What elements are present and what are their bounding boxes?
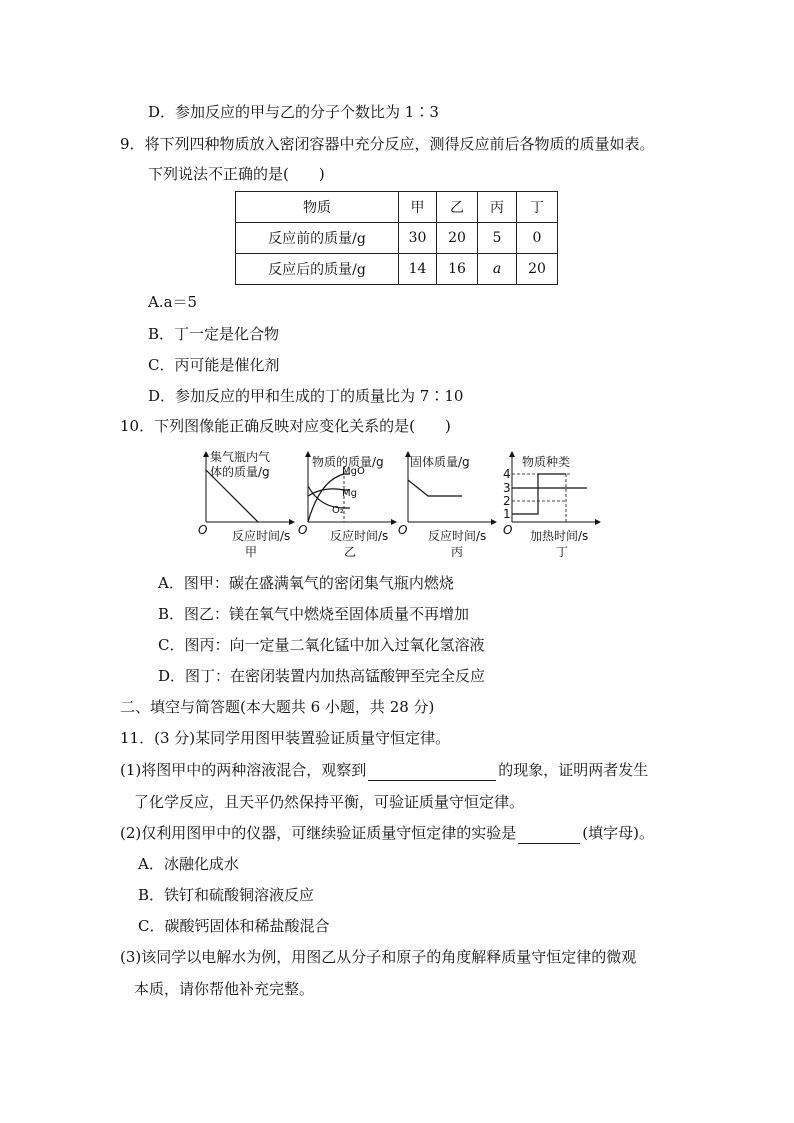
graph-bing-xlabel: 反应时间/s bbox=[428, 529, 487, 543]
q8-option-d: D．参加反应的甲与乙的分子个数比为 1∶3 bbox=[148, 103, 439, 121]
q10-option-d: D．图丁：在密闭装置内加热高锰酸钾至完全反应 bbox=[158, 667, 486, 685]
tick-1: 1 bbox=[503, 507, 511, 521]
q11-part1-text: (1)将图甲中的两种溶液混合，观察到 bbox=[120, 761, 367, 779]
table-cell: 5 bbox=[478, 223, 517, 254]
q10-option-a: A．图甲：碳在盛满氧气的密闭集气瓶内燃烧 bbox=[158, 574, 454, 592]
graph-jia-caption: 甲 bbox=[245, 545, 258, 559]
table-cell: 甲 bbox=[399, 192, 437, 223]
q10-option-c: C．图丙：向一定量二氧化锰中加入过氧化氢溶液 bbox=[158, 636, 485, 654]
q11-option-a: A．冰融化成水 bbox=[138, 855, 239, 873]
table-cell: 30 bbox=[399, 223, 437, 254]
table-cell: 20 bbox=[517, 254, 558, 285]
q11-part1 bbox=[120, 759, 648, 781]
q11-part1-cont: 了化学反应，且天平仍然保持平衡，可验证质量守恒定律。 bbox=[134, 793, 525, 811]
solid-mass-line bbox=[408, 480, 462, 496]
step-line bbox=[512, 474, 566, 514]
q11-stem: 11．(3 分)某同学用图甲装置验证质量守恒定律。 bbox=[120, 729, 451, 747]
q11-part1-text-2: 的现象，证明两者发生 bbox=[498, 761, 649, 779]
q11-option-c: C．碳酸钙固体和稀盐酸混合 bbox=[138, 917, 330, 935]
graph-jia-ylabel: 集气瓶内气 bbox=[210, 450, 271, 464]
table-cell: 反应前的质量/g bbox=[236, 223, 399, 254]
q9-option-c: C．丙可能是催化剂 bbox=[148, 356, 280, 374]
graph-jia-xlabel: 反应时间/s bbox=[232, 529, 291, 543]
table-cell: 物质 bbox=[236, 192, 399, 223]
q11-part2 bbox=[120, 822, 654, 844]
table-cell: 20 bbox=[437, 223, 478, 254]
q9-option-d: D．参加反应的甲和生成的丁的质量比为 7∶10 bbox=[148, 387, 464, 405]
graph-jia-ylabel-2: 体的质量/g bbox=[210, 465, 270, 479]
series-label-mg: Mg bbox=[342, 488, 357, 499]
answer-blank-1[interactable] bbox=[368, 764, 496, 781]
graph-ding-ylabel: 物质种类 bbox=[522, 455, 571, 469]
table-header-row bbox=[236, 192, 558, 223]
q11-part3-cont: 本质，请你帮他补充完整。 bbox=[134, 980, 315, 998]
tick-2: 2 bbox=[503, 494, 511, 508]
table-cell: 反应后的质量/g bbox=[236, 254, 399, 285]
q9-option-b: B．丁一定是化合物 bbox=[148, 325, 280, 343]
graph-jia-origin: O bbox=[198, 523, 208, 537]
graph-ding-origin: O bbox=[503, 523, 513, 537]
table-row bbox=[236, 223, 558, 254]
series-label-mgo: MgO bbox=[342, 466, 365, 477]
q9-table bbox=[235, 191, 558, 285]
q11-option-b: B．铁钉和硫酸铜溶液反应 bbox=[138, 886, 315, 904]
section-title: 二、填空与简答题(本大题共 6 小题，共 28 分) bbox=[120, 698, 435, 716]
graph-yi-origin: O bbox=[298, 523, 308, 537]
graph-yi-caption: 乙 bbox=[344, 545, 357, 559]
table-cell: a bbox=[478, 254, 517, 285]
graph-yi-xlabel: 反应时间/s bbox=[330, 529, 389, 543]
tick-3: 3 bbox=[503, 481, 511, 495]
answer-blank-2[interactable] bbox=[518, 827, 580, 844]
q10-stem: 10．下列图像能正确反映对应变化关系的是( ) bbox=[120, 417, 451, 435]
tick-4: 4 bbox=[503, 467, 511, 481]
table-cell: 丙 bbox=[478, 192, 517, 223]
graph-bing-caption: 丙 bbox=[451, 545, 464, 559]
graph-bing-origin: O bbox=[398, 523, 408, 537]
series-label-o2: O₂ bbox=[332, 505, 344, 516]
graph-ding-caption: 丁 bbox=[556, 545, 569, 559]
q11-part2-text: (2)仅利用图甲中的仪器，可继续验证质量守恒定律的实验是 bbox=[120, 824, 517, 842]
q9-stem: 9．将下列四种物质放入密闭容器中充分反应，测得反应前后各物质的质量如表。 bbox=[120, 135, 655, 153]
table-cell: 16 bbox=[437, 254, 478, 285]
q10-option-b: B．图乙：镁在氧气中燃烧至固体质量不再增加 bbox=[158, 605, 470, 623]
q9-option-a: A.a＝5 bbox=[148, 293, 198, 311]
table-cell: 丁 bbox=[517, 192, 558, 223]
q11-part2-text-2: (填字母)。 bbox=[582, 824, 654, 842]
table-row bbox=[236, 254, 558, 285]
table-cell: 乙 bbox=[437, 192, 478, 223]
graph-bing-ylabel: 固体质量/g bbox=[410, 455, 470, 469]
q11-part3: (3)该同学以电解水为例，用图乙从分子和原子的角度解释质量守恒定律的微观 bbox=[120, 948, 637, 966]
q9-stem-cont: 下列说法不正确的是( ) bbox=[148, 165, 325, 183]
graph-ding-xlabel: 加热时间/s bbox=[530, 529, 589, 543]
table-cell: 0 bbox=[517, 223, 558, 254]
table-cell: 14 bbox=[399, 254, 437, 285]
graph-yi-ylabel: 物质的质量/g bbox=[312, 455, 384, 469]
